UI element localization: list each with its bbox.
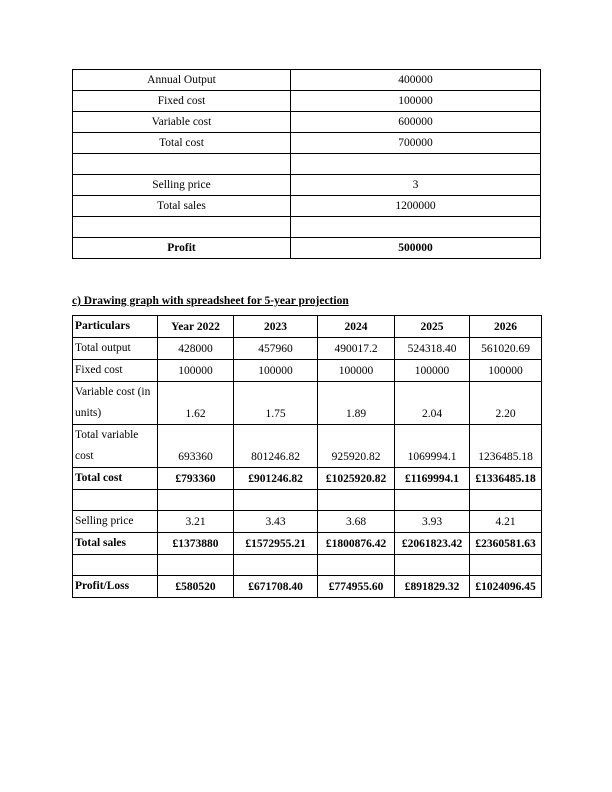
- table-row: [73, 576, 542, 598]
- row-label: [73, 490, 158, 511]
- row-value: £671708.40: [234, 576, 318, 598]
- row-value: [158, 555, 234, 576]
- table-row: [73, 133, 541, 154]
- row-value: £793360: [158, 468, 234, 490]
- table-row: [73, 112, 541, 133]
- row-value: 100000: [318, 360, 395, 382]
- row-label: [73, 555, 158, 576]
- column-header: Year 2022: [158, 316, 234, 338]
- row-value: £901246.82: [234, 468, 318, 490]
- row-value: [470, 555, 542, 576]
- row-value: £1025920.82: [318, 468, 395, 490]
- row-value: £1024096.45: [470, 576, 542, 598]
- row-value: £2360581.63: [470, 533, 542, 555]
- row-label: Variable cost (in units): [73, 382, 158, 425]
- row-value: 100000: [158, 360, 234, 382]
- row-value: [291, 154, 541, 175]
- row-value: [234, 555, 318, 576]
- row-label: [73, 217, 291, 238]
- row-value: [470, 490, 542, 511]
- row-label: Total variable cost: [73, 425, 158, 468]
- row-label: Total cost: [73, 468, 158, 490]
- row-value: 457960: [234, 338, 318, 360]
- table-row: [73, 382, 542, 425]
- row-value: [318, 490, 395, 511]
- row-value: 2.20: [470, 382, 542, 425]
- row-label: Annual Output: [73, 70, 291, 91]
- row-value: 100000: [234, 360, 318, 382]
- row-value: [234, 490, 318, 511]
- row-value: £1572955.21: [234, 533, 318, 555]
- summary-table: [72, 69, 541, 259]
- row-label: Profit/Loss: [73, 576, 158, 598]
- row-label: Total output: [73, 338, 158, 360]
- table-row: [73, 196, 541, 217]
- table-row: [73, 360, 542, 382]
- table-row: [73, 238, 541, 259]
- row-value: [291, 217, 541, 238]
- row-value: 693360: [158, 425, 234, 468]
- row-value: 1.89: [318, 382, 395, 425]
- row-value: 801246.82: [234, 425, 318, 468]
- row-value: 600000: [291, 112, 541, 133]
- table-row: [73, 91, 541, 112]
- row-label: Profit: [73, 238, 291, 259]
- row-value: £1800876.42: [318, 533, 395, 555]
- projection-table: [72, 315, 542, 598]
- row-value: [395, 555, 470, 576]
- row-value: 3.68: [318, 511, 395, 533]
- row-value: 700000: [291, 133, 541, 154]
- row-value: 1200000: [291, 196, 541, 217]
- table-row: [73, 468, 542, 490]
- table-row: [73, 425, 542, 468]
- row-value: 524318.40: [395, 338, 470, 360]
- table-row: [73, 338, 542, 360]
- row-value: [158, 490, 234, 511]
- column-header: 2026: [470, 316, 542, 338]
- row-value: £1336485.18: [470, 468, 542, 490]
- row-label: Variable cost: [73, 112, 291, 133]
- row-value: 4.21: [470, 511, 542, 533]
- row-value: 100000: [395, 360, 470, 382]
- row-value: 3: [291, 175, 541, 196]
- header-row: [73, 316, 542, 338]
- row-value: 1069994.1: [395, 425, 470, 468]
- table-row: [73, 175, 541, 196]
- column-header: Particulars: [73, 316, 158, 338]
- row-value: 500000: [291, 238, 541, 259]
- row-value: 3.43: [234, 511, 318, 533]
- row-label: Selling price: [73, 175, 291, 196]
- table-row: [73, 490, 542, 511]
- row-value: 490017.2: [318, 338, 395, 360]
- row-value: 1236485.18: [470, 425, 542, 468]
- row-value: £1169994.1: [395, 468, 470, 490]
- row-label: Total sales: [73, 533, 158, 555]
- table-row: [73, 511, 542, 533]
- row-value: £774955.60: [318, 576, 395, 598]
- column-header: 2024: [318, 316, 395, 338]
- section-heading: c) Drawing graph with spreadsheet for 5-year projection: [72, 295, 349, 307]
- row-label: [73, 154, 291, 175]
- table-row: [73, 154, 541, 175]
- row-value: 3.93: [395, 511, 470, 533]
- column-header: 2025: [395, 316, 470, 338]
- row-value: 2.04: [395, 382, 470, 425]
- row-value: 1.62: [158, 382, 234, 425]
- row-value: 3.21: [158, 511, 234, 533]
- row-label: Total sales: [73, 196, 291, 217]
- row-value: 561020.69: [470, 338, 542, 360]
- row-value: £891829.32: [395, 576, 470, 598]
- table-row: [73, 217, 541, 238]
- row-label: Total cost: [73, 133, 291, 154]
- row-value: 428000: [158, 338, 234, 360]
- table-row: [73, 533, 542, 555]
- row-value: £2061823.42: [395, 533, 470, 555]
- row-value: £580520: [158, 576, 234, 598]
- table-row: [73, 70, 541, 91]
- row-value: 1.75: [234, 382, 318, 425]
- column-header: 2023: [234, 316, 318, 338]
- row-value: [318, 555, 395, 576]
- row-value: 100000: [470, 360, 542, 382]
- row-label: Fixed cost: [73, 91, 291, 112]
- row-value: £1373880: [158, 533, 234, 555]
- row-value: 400000: [291, 70, 541, 91]
- table-row: [73, 555, 542, 576]
- row-value: [395, 490, 470, 511]
- row-label: Selling price: [73, 511, 158, 533]
- row-value: 925920.82: [318, 425, 395, 468]
- row-label: Fixed cost: [73, 360, 158, 382]
- row-value: 100000: [291, 91, 541, 112]
